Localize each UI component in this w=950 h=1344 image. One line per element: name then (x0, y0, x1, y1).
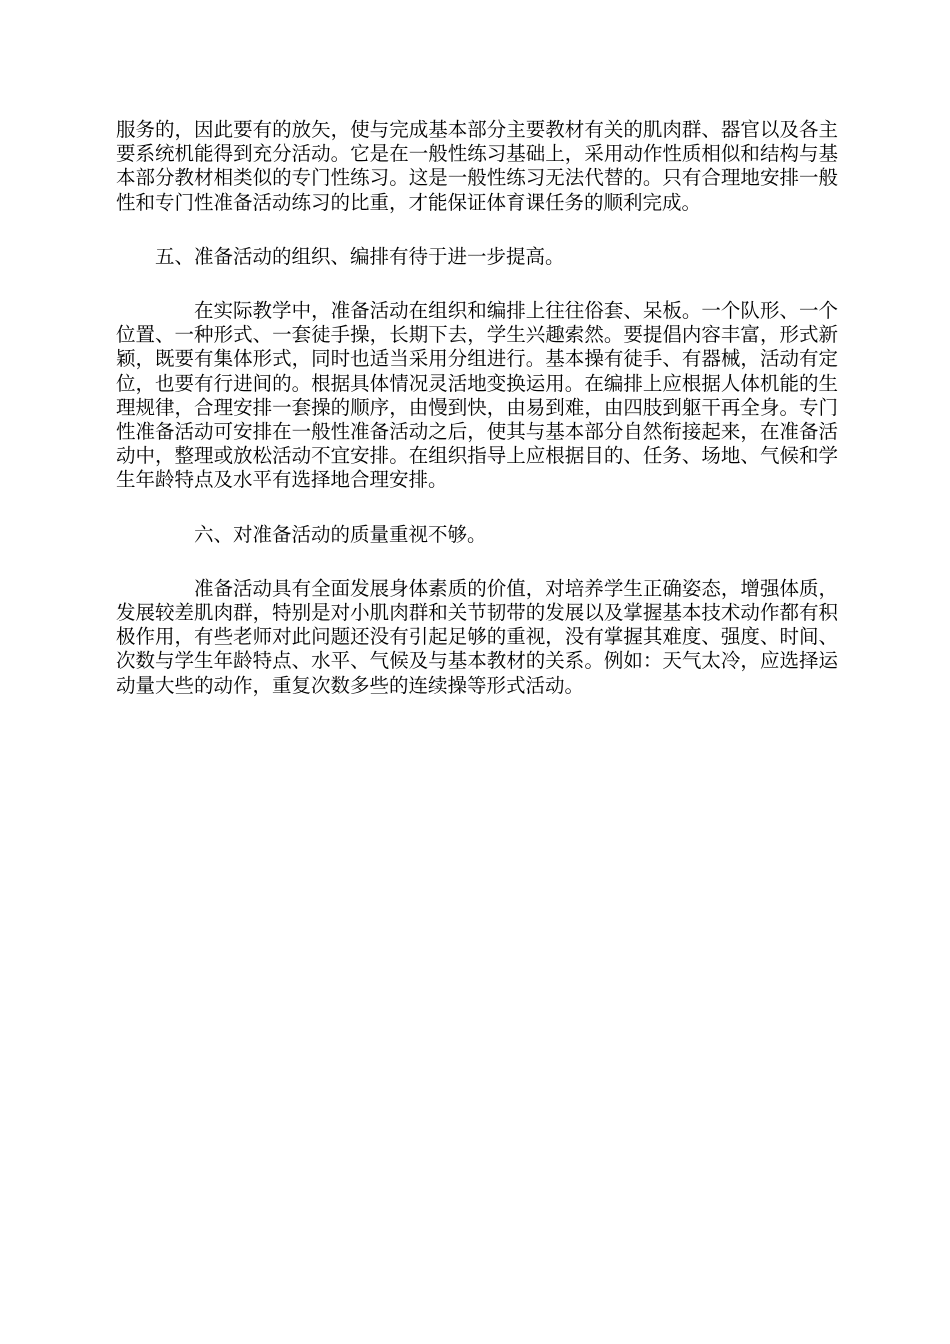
paragraph-section-five: 在实际教学中，准备活动在组织和编排上往往俗套、呆板。一个队形、一个位置、一种形式、一套徒手操，长期下去，学生兴趣索然。要提倡内容丰富，形式新颖，既要有集体形式，同时也适当采用分组进行。基本操有徒手、有器械，活动有定位，也要有行进间的。根据具体情况灵活地变换运用。在编排上应根据人体机能的生理规律，合理安排一套操的顺序，由慢到快，由易到难，由四肢到躯干再全身。专门性准备活动可安排在一般性准备活动之后，使其与基本部分自然衔接起来，在准备活动中，整理或放松活动不宜安排。在组织指导上应根据目的、任务、场地、气候和学生年龄特点及水平有选择地合理安排。 (116, 299, 838, 492)
document-body (116, 118, 838, 698)
section-heading-six: 六、对准备活动的质量重视不够。 (194, 522, 487, 546)
section-heading-five: 五、准备活动的组织、编排有待于进一步提高。 (155, 244, 565, 268)
paragraph-section-six: 准备活动具有全面发展身体素质的价值，对培养学生正确姿态，增强体质，发展较差肌肉群，特别是对小肌肉群和关节韧带的发展以及掌握基本技术动作都有积极作用，有些老师对此问题还没有引起足够的重视，没有掌握其难度、强度、时间、次数与学生年龄特点、水平、气候及与基本教材的关系。例如：天气太冷，应选择运动量大些的动作，重复次数多些的连续操等形式活动。 (116, 576, 838, 697)
paragraph-continuation: 服务的，因此要有的放矢，使与完成基本部分主要教材有关的肌肉群、器官以及各主要系统机能得到充分活动。它是在一般性练习基础上，采用动作性质相似和结构与基本部分教材相类似的专门性练习。这是一般性练习无法代替的。只有合理地安排一般性和专门性准备活动练习的比重，才能保证体育课任务的顺利完成。 (116, 118, 838, 214)
